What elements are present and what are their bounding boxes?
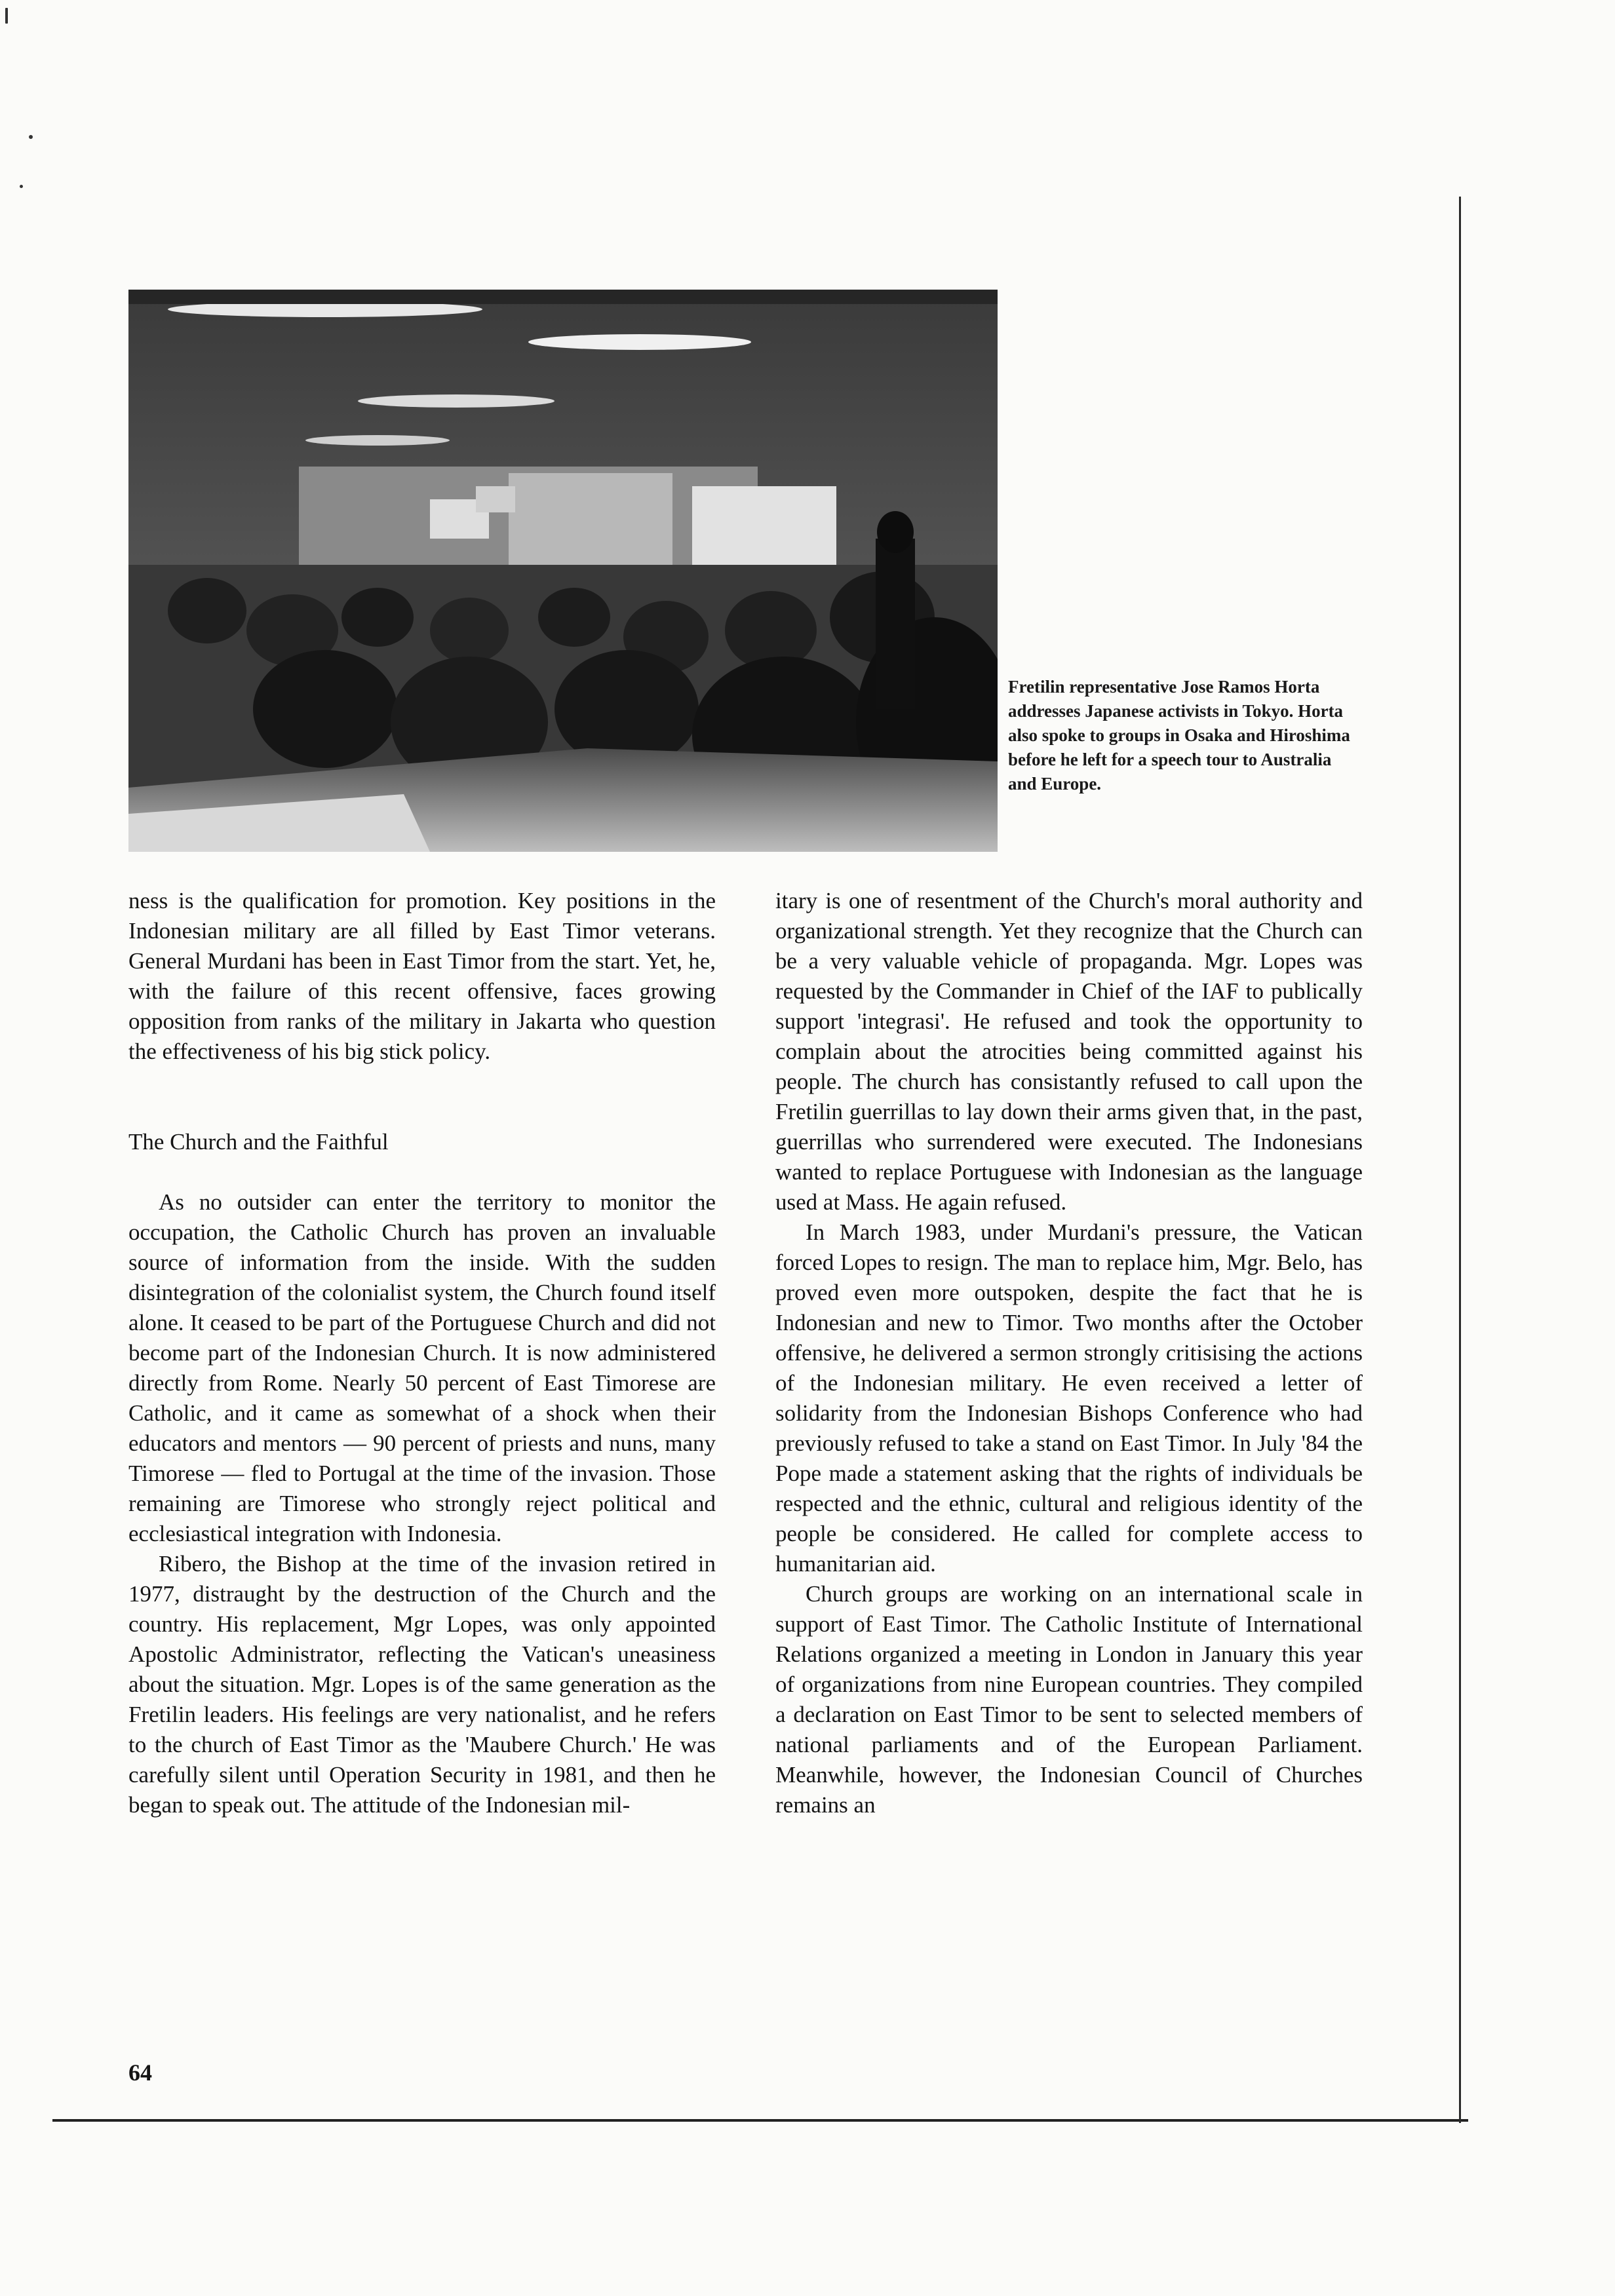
photo-caption: Fretilin representative Jose Ramos Horta addresses Japanese activists in Tokyo. Horta also spoke to groups in Osaka and Hiroshima before he left for a speech tour to Australia and Europe. <box>1008 677 1350 794</box>
page-number: 64 <box>128 2059 152 2086</box>
paragraph: Church groups are working on an international scale in support of East Timor. The Catholic Institute of International Relations organized a meeting in London in January this year of organizations from nine European countries. They compiled a declaration on East Timor to be sent to selected members of national parliaments and of the European Parliament. Meanwhile, however, the Indonesian Council of Churches remains an <box>775 1581 1363 1818</box>
paragraph: ness is the qualification for promotion. Key positions in the Indonesian military are all filled by East Timor veterans. General Murdani has been in East Timor from the start. Yet, he, with the failure of this recent offensive, faces growing opposition from ranks of the military in Jakarta who question the effectiveness of his big stick policy. <box>128 888 716 1064</box>
bottom-rule <box>52 2119 1468 2122</box>
paragraph: Ribero, the Bishop at the time of the invasion retired in 1977, distraught by the destruction of the Church and the country. His replacement, Mgr Lopes, was only appointed Apostolic Administrator, reflecting the Vatican's uneasiness about the situation. Mgr. Lopes is of the same generation as the Fretilin leaders. His feelings are very nationalist, and he refers to the church of East Timor as the 'Maubere Church.' He was carefully silent until Operation Security in 1981, and then he began to speak out. The attitude of the Indonesian mil- <box>128 1551 716 1818</box>
left-column <box>128 886 716 1820</box>
scan-speck <box>5 8 8 24</box>
section-heading: The Church and the Faithful <box>128 1129 389 1155</box>
paragraph: In March 1983, under Murdani's pressure, the Vatican forced Lopes to resign. The man to replace him, Mgr. Belo, has proved even more outspoken, despite the fact that he is Indonesian and new to Timor. Two months after the October offensive, he delivered a sermon strongly critisising the actions of the Indonesian military. He even received a letter of solidarity from the Indonesian Bishops Conference who had previously refused to take a stand on East Timor. In July '84 the Pope made a statement asking that the rights of individuals be respected and the ethnic, cultural and religious identity of the people be considered. He called for complete access to humanitarian aid. <box>775 1219 1363 1577</box>
paragraph: itary is one of resentment of the Church's moral authority and organizational strength. Yet they recognize that the Church can be a very valuable vehicle of propaganda. Mgr. Lopes was requested by the Commander in Chief of the IAF to publically support 'integrasi'. He refused and took the opportunity to complain about the atrocities being committed against his people. The church has consistantly refused to call upon the Fretilin guerrillas to lay down their arms given that, in the past, guerrillas who surrendered were executed. The Indonesians wanted to replace Portuguese with Indonesian as the language used at Mass. He again refused. <box>775 888 1363 1215</box>
paragraph: As no outsider can enter the territory to monitor the occupation, the Catholic Church has proven an invaluable source of information from the inside. With the sudden disintegration of the colonialist system, the Church found itself alone. It ceased to be part of the Portuguese Church and did not become part of the Indonesian Church. It is now administered directly from Rome. Nearly 50 percent of East Timorese are Catholic, and it came as somewhat of a shock when their educators and mentors — 90 percent of priests and nuns, many Timorese — fled to Portugal at the time of the invasion. Those remaining are Timorese who strongly reject political and ecclesiastical integration with Indonesia. <box>128 1189 716 1546</box>
right-edge-rule <box>1459 197 1461 2123</box>
scan-speck <box>20 185 23 188</box>
scan-speck <box>29 135 33 139</box>
right-column <box>775 886 1363 1820</box>
meeting-photo <box>128 290 998 852</box>
meeting-photo-icon <box>128 290 998 852</box>
